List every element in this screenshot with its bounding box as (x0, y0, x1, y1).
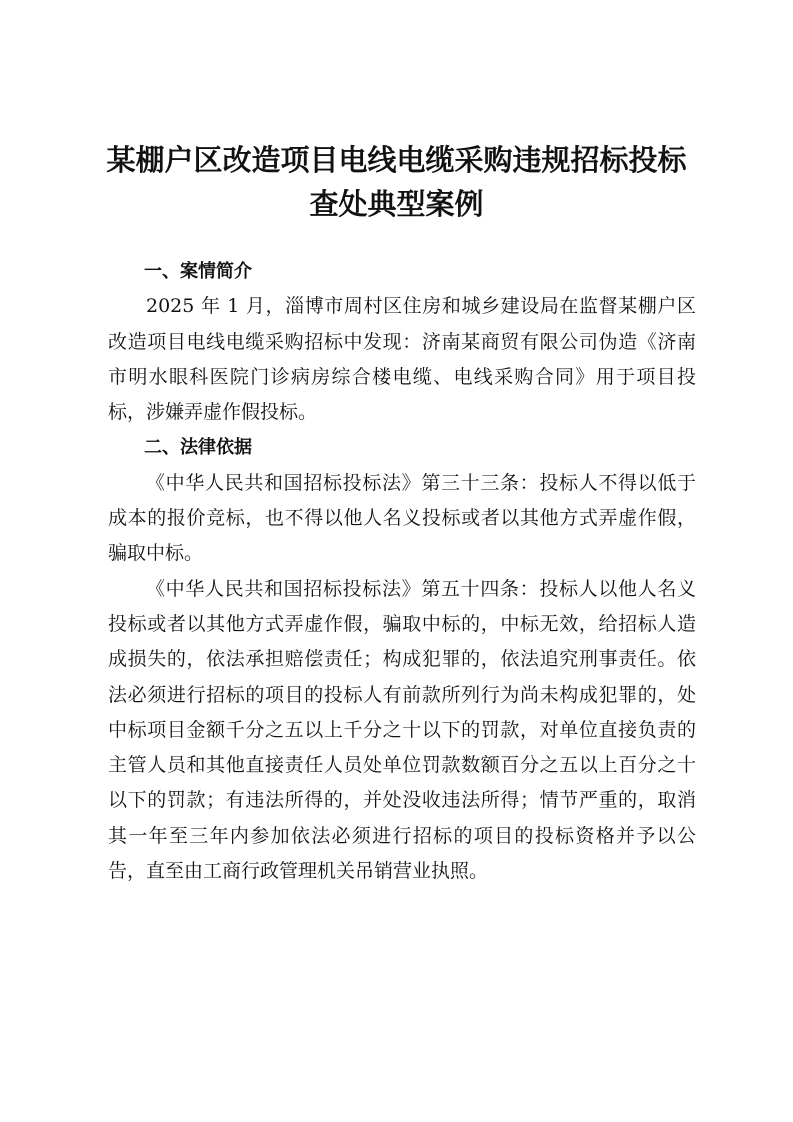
title-line-1: 某棚户区改造项目电线电缆采购违规招标投标 (106, 143, 687, 177)
document-body (108, 254, 696, 889)
page-title (80, 138, 713, 226)
legal-basis-paragraph-article-33: 《中华人民共和国招标投标法》第三十三条：投标人不得以低于成本的报价竞标，也不得以他人名义投标或者以其他方式弄虚作假，骗取中标。 (108, 471, 696, 565)
section-heading-case-summary: 一、案情简介 (144, 261, 252, 282)
section-heading-legal-basis: 二、法律依据 (144, 437, 252, 459)
case-summary-paragraph: 2025 年 1 月，淄博市周村区住房和城乡建设局在监督某棚户区改造项目电线电缆采购招标中发现：济南某商贸有限公司伪造《济南市明水眼科医院门诊病房综合楼电缆、电线采购合同》用于项目投标，涉嫌弄虚作假投标。 (108, 295, 696, 424)
legal-basis-paragraph-article-54: 《中华人民共和国招标投标法》第五十四条：投标人以他人名义投标或者以其他方式弄虚作假，骗取中标的，中标无效，给招标人造成损失的，依法承担赔偿责任；构成犯罪的，依法追究刑事责任。依法必须进行招标的项目的投标人有前款所列行为尚未构成犯罪的，处中标项目金额千分之五以上千分之十以下的罚款，对单位直接负责的主管人员和其他直接责任人员处单位罚款数额百分之五以上百分之十以下的罚款；有违法所得的，并处没收违法所得；情节严重的，取消其一年至三年内参加依法必须进行招标的项目的投标资格并予以公告，直至由工商行政管理机关吊销营业执照。 (108, 577, 696, 883)
title-line-2: 查处典型案例 (309, 187, 484, 221)
